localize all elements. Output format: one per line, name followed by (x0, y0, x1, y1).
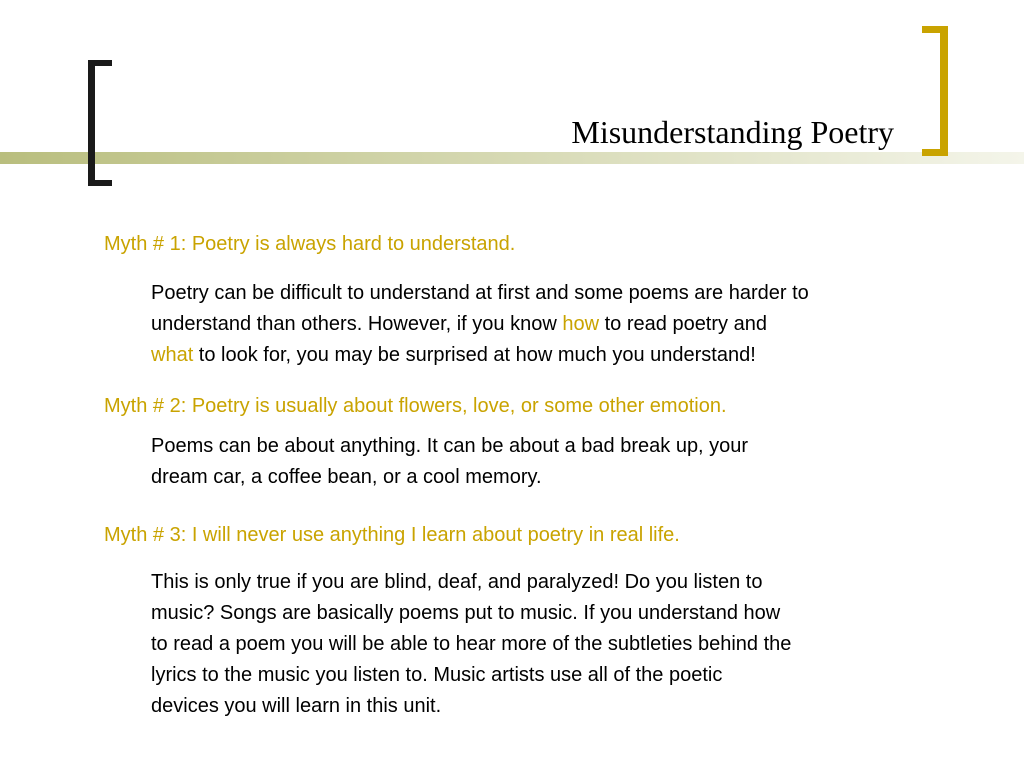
left-bracket-shape (88, 60, 112, 186)
body-line (151, 431, 1011, 462)
body-text-segment: to read a poem you will be able to hear more of the subtleties behind the (151, 633, 792, 655)
body-text-segment: to read poetry and (599, 313, 767, 335)
myth-2-heading: Myth # 2: Poetry is usually about flowers, love, or some other emotion. (104, 395, 727, 417)
myth-2-body (151, 431, 1011, 493)
body-line (151, 340, 1011, 371)
body-text-segment: Poems can be about anything. It can be about a bad break up, your (151, 435, 749, 457)
myth-3-heading: Myth # 3: I will never use anything I learn about poetry in real life. (104, 524, 680, 546)
body-line (151, 567, 1011, 598)
right-bracket-decoration (922, 26, 948, 156)
highlighted-word: how (562, 313, 600, 335)
myth-1-heading: Myth # 1: Poetry is always hard to understand. (104, 233, 516, 255)
myth-3-body (151, 567, 1011, 722)
body-line (151, 629, 1011, 660)
body-line (151, 598, 1011, 629)
left-bracket-decoration (88, 60, 112, 186)
body-text-segment: Poetry can be difficult to understand at first and some poems are harder to (151, 282, 809, 304)
body-text-segment: music? Songs are basically poems put to music. If you understand how (151, 602, 781, 624)
body-text-segment: devices you will learn in this unit. (151, 695, 442, 717)
body-text-segment: understand than others. However, if you know (151, 313, 563, 335)
title-underline-bar (0, 152, 1024, 164)
body-text-segment: lyrics to the music you listen to. Music artists use all of the poetic (151, 664, 723, 686)
body-text-segment: to look for, you may be surprised at how much you understand! (193, 344, 756, 366)
body-line (151, 462, 1011, 493)
right-bracket-shape (922, 26, 948, 156)
body-line (151, 309, 1011, 340)
slide-title: Misunderstanding Poetry (571, 114, 894, 150)
body-line (151, 278, 1011, 309)
body-line (151, 660, 1011, 691)
myth-1-body (151, 278, 1011, 371)
body-text-segment: This is only true if you are blind, deaf, and paralyzed! Do you listen to (151, 571, 763, 593)
body-line (151, 691, 1011, 722)
body-text-segment: dream car, a coffee bean, or a cool memory. (151, 466, 542, 488)
highlighted-word: what (151, 344, 194, 366)
